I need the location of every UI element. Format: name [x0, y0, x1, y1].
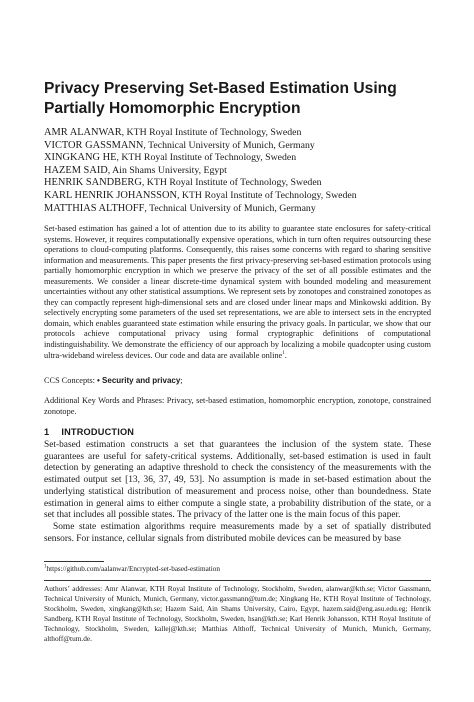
author-affiliation: , Ain Shams University, Egypt — [107, 164, 227, 176]
section-title: INTRODUCTION — [61, 427, 135, 437]
section-heading — [44, 427, 134, 437]
author-line — [44, 190, 444, 203]
author-affiliation: , Technical University of Munich, Germany — [143, 139, 315, 151]
paragraph: Some state estimation algorithms require measurements made by a set of spatially distributed sensors. For instance, cellular signals from distributed mobile devices can be measured by base — [44, 521, 431, 544]
abstract-text: Set-based estimation has gained a lot of attention due to its ability to guarantee state enclosures for safety-critical systems. However, it requires computationally expensive operations, which in turn often requires outsourcing these operations to cloud-computing platforms. Consequently, this raises some concerns with regard to sharing sensitive information and measurements. This paper presents the first privacy-preserving set-based estimation protocols using partially homomorphic encryption in which we preserve the privacy of the set of all possible estimates and the measurements. We consider a linear discrete-time dynamical system with bounded modeling and measurement uncertainties without any other statistical assumptions. We represent sets by zonotopes and constrained zonotopes as they can compactly represent high-dimensional sets and are closed under linear maps and Minkowski addition. By selectively encrypting some parameters of the used set representations, we are able to intersect sets in the encrypted domain, which enables guaranteed state estimation while ensuring the privacy goals. In particular, we show that our protocols achieve computational privacy using formal cryptographic definitions of computational indistinguishability. We demonstrate the efficiency of our approach by localizing a mobile quadcopter using custom ultra-wideband wireless devices. Our code and data are available online — [44, 224, 431, 360]
keywords: Additional Key Words and Phrases: Privacy, set-based estimation, homomorphic encryption, zonotope, constrained zonotope. — [44, 396, 431, 416]
section-number: 1 — [44, 427, 50, 437]
author-addresses: Authors’ addresses: Amr Alanwar, KTH Royal Institute of Technology, Stockholm, Sweden, alanwar@kth.se; Victor Gassmann, Technical University of Munich, Munich, Germany, victor.gassmann@tum.de; Xingkang He, KTH Royal Institute of Technology, Stockholm, Sweden, xingkang@kth.se; Hazem Said, Ain Shams University, Cairo, Egypt, hazem.said@eng.asu.edu.eg; Henrik Sandberg, KTH Royal Institute of Technology, Stockholm, Sweden, hsan@kth.se; Karl Henrik Johansson, KTH Royal Institute of Technology, Stockholm, Sweden, kallej@kth.se; Matthias Althoff, Technical University of Munich, Munich, Germany, althoff@tum.de. — [44, 584, 431, 643]
author-affiliation: , KTH Royal Institute of Technology, Sweden — [176, 189, 357, 201]
abstract — [44, 224, 431, 361]
author-line — [44, 203, 444, 216]
divider — [44, 580, 431, 581]
author-name: MATTHIAS ALTHOFF — [44, 202, 145, 214]
author-name: AMR ALANWAR — [44, 127, 122, 138]
abstract-end: . — [284, 350, 287, 360]
author-line — [44, 152, 444, 165]
author-name: KARL HENRIK JOHANSSON — [44, 189, 177, 201]
author-line — [44, 140, 444, 153]
author-line — [44, 127, 444, 140]
author-affiliation: , Technical University of Munich, Germany — [144, 202, 316, 214]
author-affiliation: , KTH Royal Institute of Technology, Sweden — [121, 127, 302, 138]
author-affiliation: , KTH Royal Institute of Technology, Sweden — [141, 177, 322, 189]
footnote-marker: 1 — [282, 350, 285, 356]
author-line — [44, 165, 444, 178]
footnote — [44, 565, 220, 574]
author-name: XINGKANG HE — [44, 152, 117, 164]
author-name: HAZEM SAID — [44, 164, 108, 176]
footnote-number: 1 — [44, 564, 47, 570]
paper-title: Privacy Preserving Set-Based Estimation Using Partially Homomorphic Encryption — [44, 80, 397, 117]
footnote-url: https://github.com/aalanwar/Encrypted-set-based-estimation — [46, 565, 220, 573]
author-name: HENRIK SANDBERG — [44, 177, 142, 189]
ccs-end: ; — [180, 376, 183, 385]
footnote-divider — [44, 561, 104, 562]
author-name: VICTOR GASSMANN — [44, 139, 144, 151]
introduction-body — [44, 440, 431, 545]
ccs-concepts — [44, 376, 183, 387]
author-line — [44, 177, 444, 190]
author-affiliation: , KTH Royal Institute of Technology, Sweden — [116, 152, 297, 164]
ccs-label: CCS Concepts: — [44, 376, 98, 385]
author-list — [44, 127, 444, 215]
paragraph: Set-based estimation constructs a set that guarantees the inclusion of the system state. These guarantees are useful for safety-critical systems. Additionally, set-based estimation is used in fault detection by generating an adaptive threshold to check the consistency of the measurements with the estimated output set [13, 36, 37, 49, 53]. No assumption is made in set-based estimation about the underlying statistical distribution of measurement and process noise, other than boundedness. State estimation in general aims to either compute a single state, a probability distribution of the state, or a set that includes all possible states. The privacy of the latter one is the main focus of this paper. — [44, 440, 431, 521]
ccs-value: • Security and privacy — [97, 376, 181, 385]
